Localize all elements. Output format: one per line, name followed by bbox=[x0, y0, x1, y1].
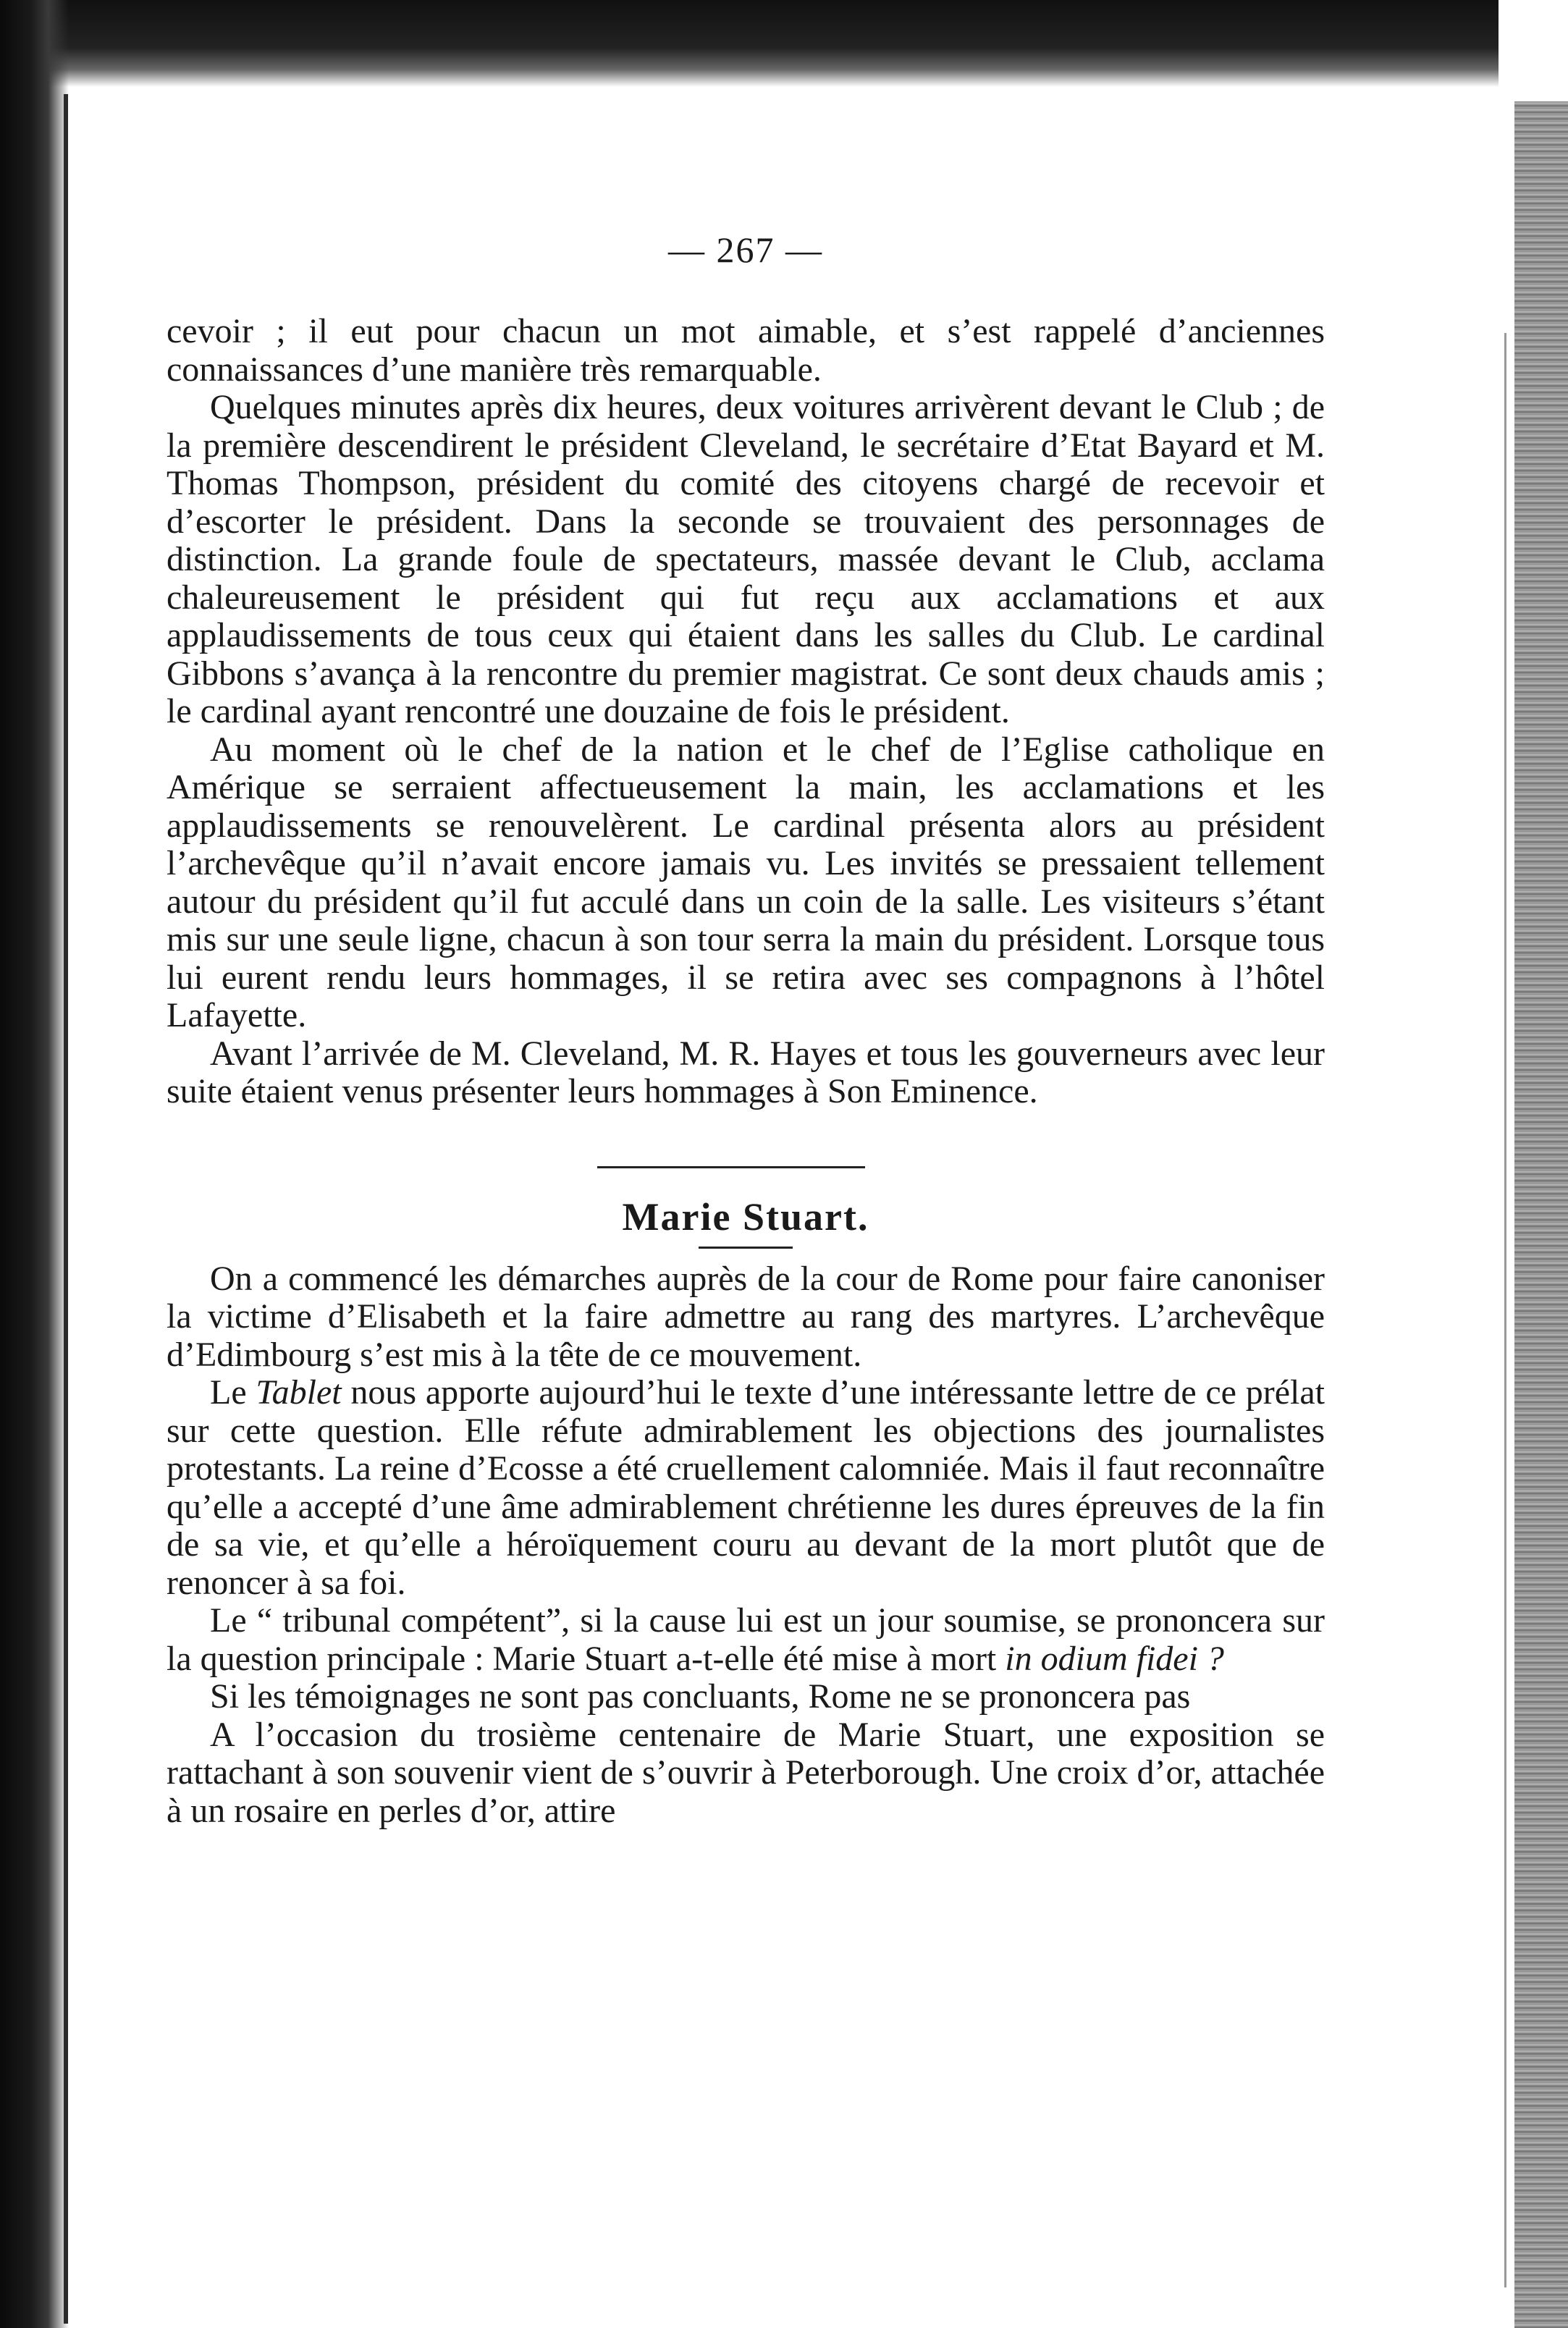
scan-border-left bbox=[0, 0, 69, 2328]
p2-text-after: nous apporte aujourd’hui le texte d’une intéressante lettre de ce prélat sur cette question. Elle réfute admirablement les objections des journalistes protestants. La reine d’Ecosse a été cruellement calomniée. Mais il faut reconnaître qu’elle a accepté d’une âme admirablement chrétienne les dures épreuves de la fin de sa vie, et qu’elle a héroïquement couru au devant de la mort plutôt que de renoncer à sa foi. bbox=[167, 1373, 1325, 1602]
page-number: — 267 — bbox=[668, 229, 823, 270]
scan-margin-line bbox=[1504, 333, 1506, 2287]
section-paragraph-3 bbox=[167, 1602, 1325, 1678]
section-title: Marie Stuart. bbox=[622, 1194, 869, 1239]
section-paragraph-5: A l’occasion du trosième centenaire de Marie Stuart, une exposition se rattachant à son souvenir vient de s’ouvrir à Peterborough. Une croix d’or, attachée à un rosaire en perles d’or, attire bbox=[167, 1715, 1325, 1830]
book-page bbox=[167, 224, 1325, 1830]
section-body bbox=[167, 1260, 1325, 1831]
scan-binding-edge bbox=[64, 94, 68, 2324]
section-paragraph-1: On a commencé les démarches auprès de la cour de Rome pour faire canoniser la victime d’Elisabeth et la faire admettre au rang des martyres. L’archevêque d’Edimbourg s’est mis à la tête de ce mouvement. bbox=[167, 1259, 1325, 1374]
paragraph-4: Avant l’arrivée de M. Cleveland, M. R. Hayes et tous les gouverneurs avec leur suite étaient venus présenter leurs hommages à Son Eminence. bbox=[167, 1034, 1325, 1110]
title-underline bbox=[699, 1247, 793, 1249]
section-separator bbox=[597, 1166, 865, 1168]
p3-text-before: Le “ tribunal compétent”, si la cause lui est un jour soumise, se prononcera sur la question principale : Marie Stuart a-t-elle été mise à mort bbox=[167, 1601, 1325, 1678]
section-paragraph-2 bbox=[167, 1374, 1325, 1602]
paragraph-2: Quelques minutes après dix heures, deux voitures arrivèrent devant le Club ; de la première descendirent le président Cleveland, le secrétaire d’Etat Bayard et M. Thomas Thompson, président du comité des citoyens chargé de recevoir et d’escorter le président. Dans la seconde se trouvaient des personnages de distinction. La grande foule de spectateurs, massée devant le Club, acclama chaleureusement le président qui fut reçu aux acclamations et aux applaudissements de tous ceux qui étaient dans les salles du Club. Le cardinal Gibbons s’avança à la rencontre du premier magistrat. Ce sont deux chauds amis ; le cardinal ayant rencontré une douzaine de fois le président. bbox=[167, 388, 1325, 730]
latin-italic: in odium fidei ? bbox=[1005, 1639, 1224, 1678]
paragraph-3: Au moment où le chef de la nation et le chef de l’Eglise catholique en Amérique se serraient affectueusement la main, les acclamations et les applaudissements se renouvelèrent. Le cardinal présenta alors au président l’archevêque qu’il n’avait encore jamais vu. Les invités se pressaient tellement autour du président qu’il fut acculé dans un coin de la salle. Les visiteurs s’étant mis sur une seule ligne, chacun à son tour serra la main du président. Lorsque tous lui eurent rendu leurs hommages, il se retira avec ses compagnons à l’hôtel Lafayette. bbox=[167, 730, 1325, 1034]
paragraph-1: cevoir ; il eut pour chacun un mot aimable, et s’est rappelé d’anciennes connaissances d’une manière très remarquable. bbox=[167, 312, 1325, 389]
scan-border-right bbox=[1514, 101, 1568, 2328]
section-paragraph-4: Si les témoignages ne sont pas concluants, Rome ne se prononcera pas bbox=[210, 1677, 1191, 1716]
scan-border-top bbox=[0, 0, 1499, 87]
tablet-italic: Tablet bbox=[256, 1373, 342, 1412]
p2-text-before: Le bbox=[210, 1373, 256, 1412]
